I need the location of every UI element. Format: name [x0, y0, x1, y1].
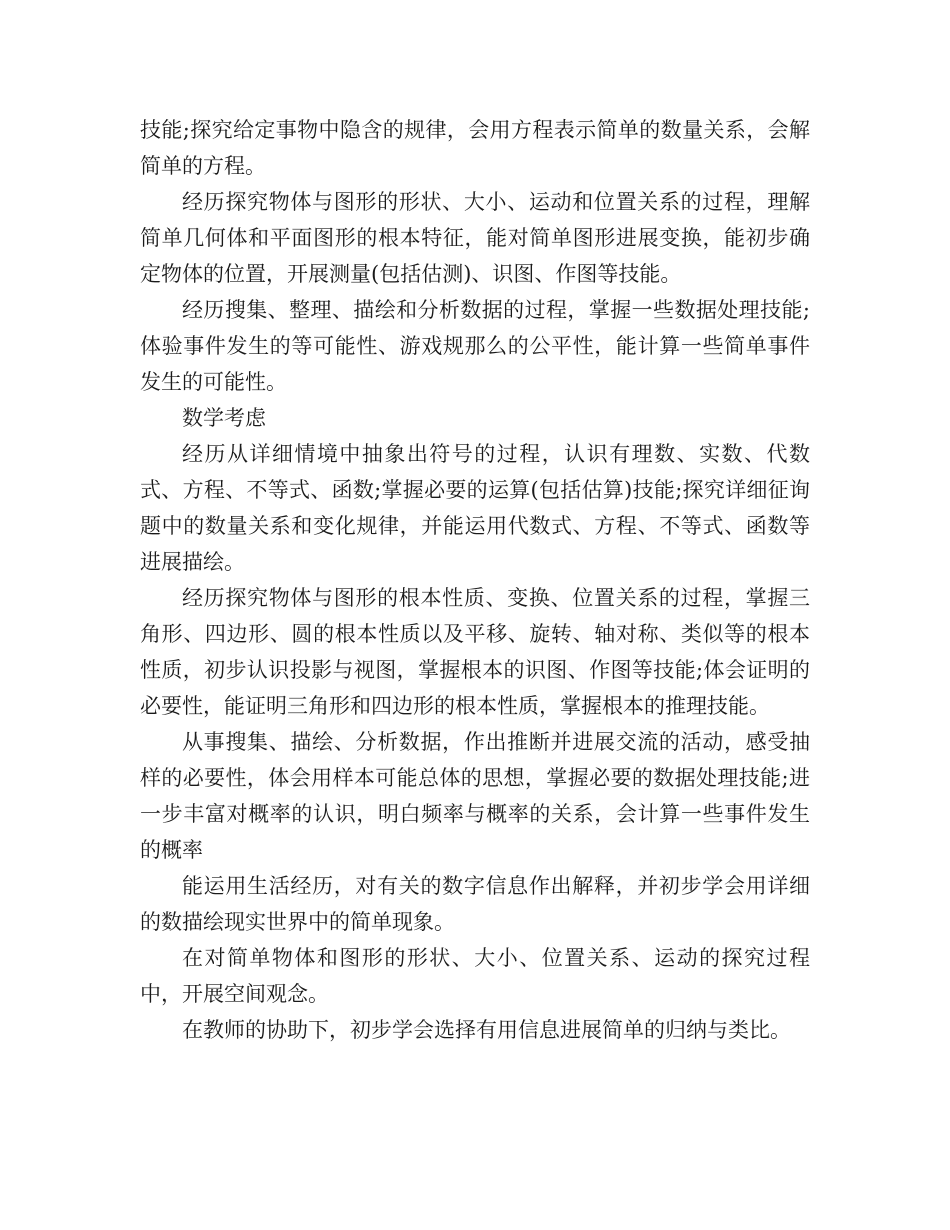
- paragraph-5: 经历探究物体与图形的根本性质、变换、位置关系的过程，掌握三角形、四边形、圆的根本性质以及平移、旋转、轴对称、类似等的根本性质，初步认识投影与视图，掌握根本的识图、作图等技能;体会证明的必要性，能证明三角形和四边形的根本性质，掌握根本的推理技能。: [140, 586, 810, 718]
- paragraph-4: 经历从详细情境中抽象出符号的过程，认识有理数、实数、代数式、方程、不等式、函数;掌握必要的运算(包括估算)技能;探究详细征询题中的数量关系和变化规律，并能运用代数式、方程、不等式、函数等进展描绘。: [140, 442, 810, 574]
- paragraph-1: 技能;探究给定事物中隐含的规律，会用方程表示简单的数量关系，会解简单的方程。: [140, 118, 810, 178]
- paragraph-6: 从事搜集、描绘、分析数据，作出推断并进展交流的活动，感受抽样的必要性，体会用样本可能总体的思想，掌握必要的数据处理技能;进一步丰富对概率的认识，明白频率与概率的关系，会计算一些事件发生的概率: [140, 730, 810, 862]
- paragraph-2: 经历探究物体与图形的形状、大小、运动和位置关系的过程，理解简单几何体和平面图形的根本特征，能对简单图形进展变换，能初步确定物体的位置，开展测量(包括估测)、识图、作图等技能。: [140, 190, 810, 286]
- paragraph-3: 经历搜集、整理、描绘和分析数据的过程，掌握一些数据处理技能;体验事件发生的等可能性、游戏规那么的公平性，能计算一些简单事件发生的可能性。: [140, 298, 810, 394]
- paragraph-8: 在对简单物体和图形的形状、大小、位置关系、运动的探究过程中，开展空间观念。: [140, 946, 810, 1006]
- paragraph-9: 在教师的协助下，初步学会选择有用信息进展简单的归纳与类比。: [182, 1018, 791, 1042]
- document-body: [140, 112, 810, 1048]
- section-heading: 数学考虑: [182, 406, 266, 430]
- paragraph-7: 能运用生活经历，对有关的数字信息作出解释，并初步学会用详细的数描绘现实世界中的简单现象。: [140, 874, 810, 934]
